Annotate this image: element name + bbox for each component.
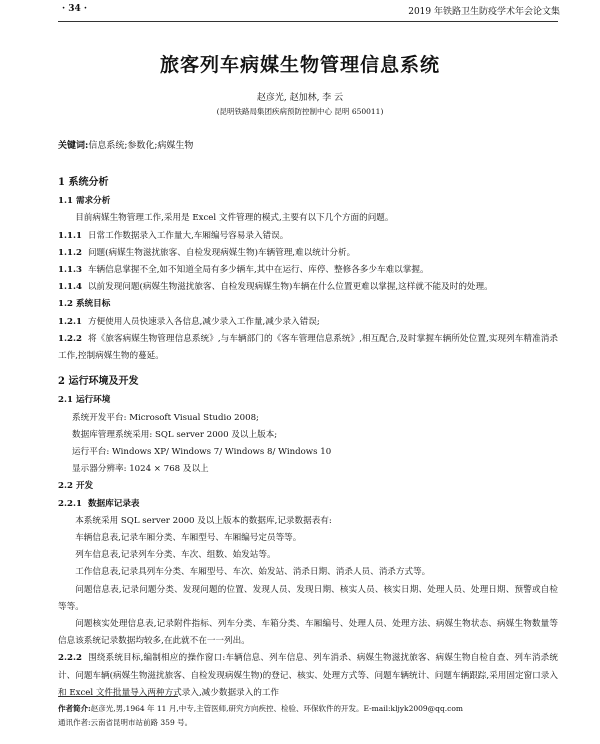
footnote-label: 作者简介: <box>58 704 91 713</box>
item-text: 以前发现问题(病媒生物滋扰旅客、自检发现病媒生物)车辆在什么位置更难以掌握,这样就不能及时的处理。 <box>87 282 493 293</box>
item-number: 1.1.2 <box>58 247 82 258</box>
item-text: 问题(病媒生物滋扰旅客、自检发现病媒生物)车辆管理,难以统计分析。 <box>87 247 356 258</box>
item-number: 1.2.1 <box>58 316 82 327</box>
item-text: 方便使用人员快速录入各信息,减少录入工作量,减少录入错误; <box>87 316 320 327</box>
affiliation: (昆明铁路局集团疾病预防控制中心 昆明 650011) <box>216 107 384 116</box>
item-text: 将《旅客病媒生物管理信息系统》,与车辆部门的《客车管理信息系统》,相互配合,及时掌握车辆所处位置,实现列车精准消杀工作,控制病媒生物的蔓延。 <box>58 333 558 362</box>
table-train-info: 列车信息表,记录列车分类、车次、组数、始发站等。 <box>75 550 276 561</box>
item-2-2-2 <box>58 650 558 702</box>
item-text: 围绕系统目标,编制相应的操作窗口:车辆信息、列车信息、列车消杀、病媒生物滋扰旅客、病媒生物自检自查、列车消杀统计、问题车辆(病媒生物滋扰旅客、自检发现病媒生物)的登记、核实、处理方式等、问题车辆统计、问题车辆跟踪,采用固定窗口录入和 Excel 文件批量导入两种方式录入,减少数据录入的工作 <box>58 653 558 698</box>
running-header <box>40 4 560 20</box>
author-bio-text: 赵彦光,男,1964 年 11 月,中专,主管医师,研究方向疾控、检验、环保软件的开发。E-mail:kljyk2009@qq.com <box>90 704 463 713</box>
correspondence-address: 通讯作者:云南省昆明市站前路 359 号。 <box>58 718 193 727</box>
env-line-1: 系统开发平台: Microsoft Visual Studio 2008; <box>72 412 259 423</box>
keywords-text: 信息系统;参数化;病媒生物 <box>88 141 194 151</box>
paper-title: 旅客列车病媒生物管理信息系统 <box>159 54 440 76</box>
section-1-1-heading: 1.1 需求分析 <box>58 196 111 207</box>
item-number: 2.2.2 <box>58 653 82 664</box>
item-number: 1.1.4 <box>58 282 82 293</box>
section-1-2-heading: 1.2 系统目标 <box>58 299 111 310</box>
env-line-4: 显示器分辨率: 1024 × 768 及以上 <box>72 464 209 475</box>
section-1-1-intro: 目前病媒生物管理工作,采用是 Excel 文件管理的模式,主要有以下几个方面的问题。 <box>75 213 394 224</box>
item-1-2-1 <box>58 314 558 331</box>
body-text <box>58 172 558 702</box>
table-verify-info: 问题核实处理信息表,记录附件指标、列车分类、车箱分类、车厢编号、处理人员、处理方法、病媒生物状态、病媒生物数量等信息该系统记录数据均较多,在此就不在一一列出。 <box>58 619 558 647</box>
author-bio <box>58 702 558 716</box>
keywords-label: 关键词: <box>58 141 89 151</box>
item-text: 日常工作数据录入工作量大,车厢编号容易录入错误。 <box>87 230 289 241</box>
section-2-1-heading: 2.1 运行环境 <box>58 395 111 406</box>
item-1-1-3 <box>58 262 558 279</box>
env-line-3: 运行平台: Windows XP/ Windows 7/ Windows 8/ Windows 10 <box>72 447 332 458</box>
section-2-heading: 2 运行环境及开发 <box>58 376 139 388</box>
page-number: · 34 · <box>62 4 88 14</box>
authors: 赵彦光, 赵加林, 李 云 <box>256 93 344 103</box>
item-number: 1.1.1 <box>58 230 82 241</box>
section-2-2-1-heading <box>58 496 558 513</box>
footnote-rule <box>58 696 178 697</box>
table-intro: 本系统采用 SQL server 2000 及以上版本的数据库,记录数据表有: <box>75 515 332 526</box>
item-1-1-4 <box>58 279 558 296</box>
item-1-2-2 <box>58 331 558 365</box>
item-heading: 数据库记录表 <box>87 498 140 509</box>
item-number: 1.2.2 <box>58 333 82 344</box>
item-1-1-2 <box>58 245 558 262</box>
table-problem-info: 问题信息表,记录问题分类、发现问题的位置、发现人员、发现日期、核实人员、核实日期、处理人员、处理日期、预警或自检等等。 <box>58 584 558 612</box>
running-title: 2019 年铁路卫生防疫学术年会论文集 <box>408 7 560 17</box>
footnote <box>58 702 558 730</box>
item-number: 2.2.1 <box>58 498 82 509</box>
keywords <box>58 138 193 151</box>
item-1-1-1 <box>58 228 558 245</box>
section-1-heading: 1 系统分析 <box>58 177 109 188</box>
table-work-info: 工作信息表,记录具列车分类、车厢型号、车次、始发站、消杀日期、消杀人员、消杀方式等。 <box>75 567 431 578</box>
section-2-2-heading: 2.2 开发 <box>58 481 94 492</box>
env-line-2: 数据库管理系统采用: SQL server 2000 及以上版本; <box>72 429 278 440</box>
header-rule <box>58 21 558 22</box>
item-text: 车辆信息掌握不全,如不知道全局有多少辆车,其中在运行、库停、整修各多少车难以掌握。 <box>87 265 429 276</box>
table-vehicle-info: 车辆信息表,记录车厢分类、车厢型号、车厢编号定员等等。 <box>75 533 302 544</box>
item-number: 1.1.3 <box>58 265 82 276</box>
